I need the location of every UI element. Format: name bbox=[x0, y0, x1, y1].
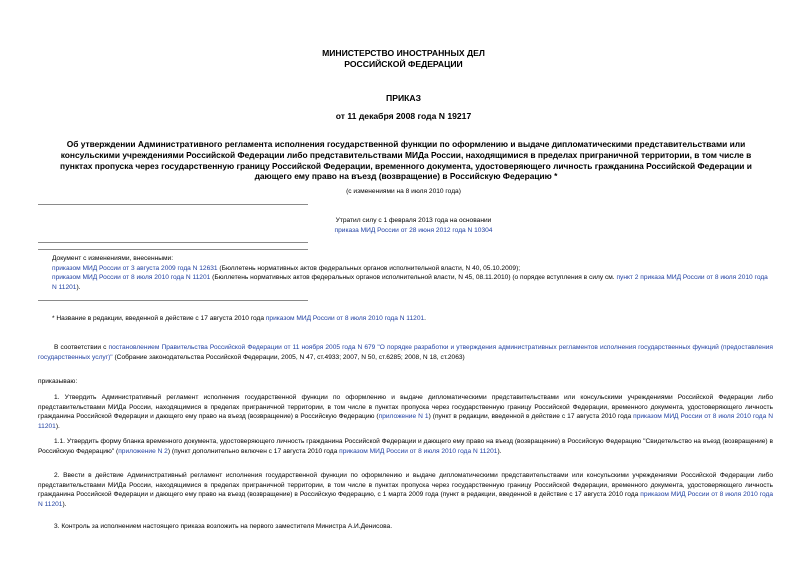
order-subject: Об утверждении Административного регламента исполнения государственной функции по оформлению и выдаче дипломатическими представительствами или консульскими учреждениями Российской Федерации либо представительствами МИДа России, находящимися в пределах приграничной территории, в том числе в пунктах пропуска через государственную границу Российской Федерации, временного документа, удостоверяющего личность гражданина Российской Федерации и дающего ему право на въезд (возвращение) в Российскую Федерацию * bbox=[60, 139, 752, 182]
doc-changes-item: приказом МИД России от 3 августа 2009 года N 12631 (Бюллетень нормативных актов федеральных органов исполнительной власти, N 40, 05.10.2009); bbox=[52, 264, 521, 272]
amendment-link[interactable]: приказом МИД России от 8 июля 2010 года N 11201 bbox=[38, 491, 773, 508]
amendment-link[interactable]: приказом МИД России от 8 июля 2010 года N 11201 bbox=[339, 447, 498, 455]
expired-order-link[interactable]: приказа МИД России от 28 июня 2012 года N 10304 bbox=[334, 226, 493, 234]
footnote: * Название в редакции, введенной в действие с 17 августа 2010 года приказом МИД России от 8 июля 2010 года N 11201. bbox=[52, 315, 427, 322]
expired-note bbox=[260, 216, 567, 235]
doc-changes-block bbox=[38, 254, 773, 292]
government-decree-link[interactable]: постановлением Правительства Российской Федерации от 11 ноября 2005 года N 679 "О порядке разработки и утверждения административных регламентов исполнения государственных функций (предоставления государственных услуг)" bbox=[38, 344, 773, 361]
appendix-2-link[interactable]: приложение N 2 bbox=[118, 447, 168, 455]
clause-2: 2. Ввести в действие Административный регламент исполнения государственной функции по оформлению и выдаче дипломатическими представительствами или консульскими учреждениями Российской Федерации либо представительствами МИДа России, находящимися в пределах приграничной территории, в том числе в пунктах пропуска через государственную границу Российской Федерации, временного документа, удостоверяющего личность гражданина Российской Федерации и дающего ему право на въезд (возвращение) в Российскую Федерацию, с 1 марта 2009 года (пункт в редакции, введенной в действие с 17 августа 2010 года приказом МИД России от 8 июля 2010 года N 11201). bbox=[38, 472, 773, 508]
separator-line bbox=[38, 300, 308, 301]
order-title: ПРИКАЗ bbox=[386, 93, 421, 103]
changes-note: (с изменениями на 8 июля 2010 года) bbox=[346, 188, 461, 195]
doc-changes-item: приказом МИД России от 8 июля 2010 года N 11201 (Бюллетень нормативных актов федеральных органов исполнительной власти, N 45, 08.11.2010) (о порядке вступления в силу см. пункт 2 приказа МИД России от 8 июля 2010 года N 11201). bbox=[52, 274, 768, 291]
doc-changes-intro: Документ с изменениями, внесенными: bbox=[52, 255, 174, 262]
ministry-line-1: МИНИСТЕРСТВО ИНОСТРАННЫХ ДЕЛ bbox=[322, 48, 485, 58]
amendment-link[interactable]: приказом МИД России от 3 августа 2009 года N 12631 bbox=[52, 264, 218, 272]
ministry-header bbox=[0, 48, 807, 70]
basis-paragraph: В соответствии с постановлением Правительства Российской Федерации от 11 ноября 2005 года N 679 "О порядке разработки и утверждения административных регламентов исполнения государственных функций (предоставления государственных услуг)" (Собрание законодательства Российской Федерации, 2005, N 47, ст.4933; 2007, N 50, ст.6285; 2008, N 18, ст.2063) bbox=[38, 344, 773, 361]
separator-line bbox=[38, 204, 308, 205]
clause-3: 3. Контроль за исполнением настоящего приказа возложить на первого заместителя Министра А.И.Денисова. bbox=[54, 523, 393, 530]
appendix-1-link[interactable]: приложение N 1 bbox=[378, 413, 429, 420]
amendment-link[interactable]: приказом МИД России от 8 июля 2010 года N 11201 bbox=[52, 274, 211, 281]
ministry-line-2: РОССИЙСКОЙ ФЕДЕРАЦИИ bbox=[344, 59, 463, 69]
separator-line bbox=[38, 242, 308, 243]
order-date: от 11 декабря 2008 года N 19217 bbox=[335, 111, 472, 121]
footnote-link[interactable]: приказом МИД России от 8 июля 2010 года N 11201 bbox=[265, 315, 425, 322]
orders-line: приказываю: bbox=[38, 378, 78, 385]
clause-1: 1. Утвердить Административный регламент исполнения государственной функции по оформлению и выдаче дипломатическими представительствами или консульскими учреждениями Российской Федерации либо представительствами МИДа России, находящимися в пределах приграничной территории, в том числе в пунктах пропуска через государственную границу Российской Федерации, временного документа, удостоверяющего личность гражданина Российской Федерации и дающего ему право на въезд (возвращение) в Российскую Федерацию (приложение N 1) (пункт в редакции, введенной в действие с 17 августа 2010 года приказом МИД России от 8 июля 2010 года N 11201). bbox=[38, 394, 774, 430]
separator-line bbox=[38, 249, 308, 250]
amendment-clause-link[interactable]: пункт 2 приказа МИД России от 8 июля 2010 года N 11201 bbox=[52, 274, 768, 291]
amendment-link[interactable]: приказом МИД России от 8 июля 2010 года N 11201 bbox=[38, 413, 774, 430]
expired-text: Утратил силу с 1 февраля 2013 года на основании bbox=[335, 217, 492, 224]
clause-1-1: 1.1. Утвердить форму бланка временного документа, удостоверяющего личность гражданина Российской Федерации и дающего ему право на въезд (возвращение) в Российскую Федерацию "Свидетельство на въезд (возвращение) в Российскую Федерацию" (приложение N 2) (пункт дополнительно включен с 17 августа 2010 года приказом МИД России от 8 июля 2010 года N 11201). bbox=[38, 438, 773, 455]
